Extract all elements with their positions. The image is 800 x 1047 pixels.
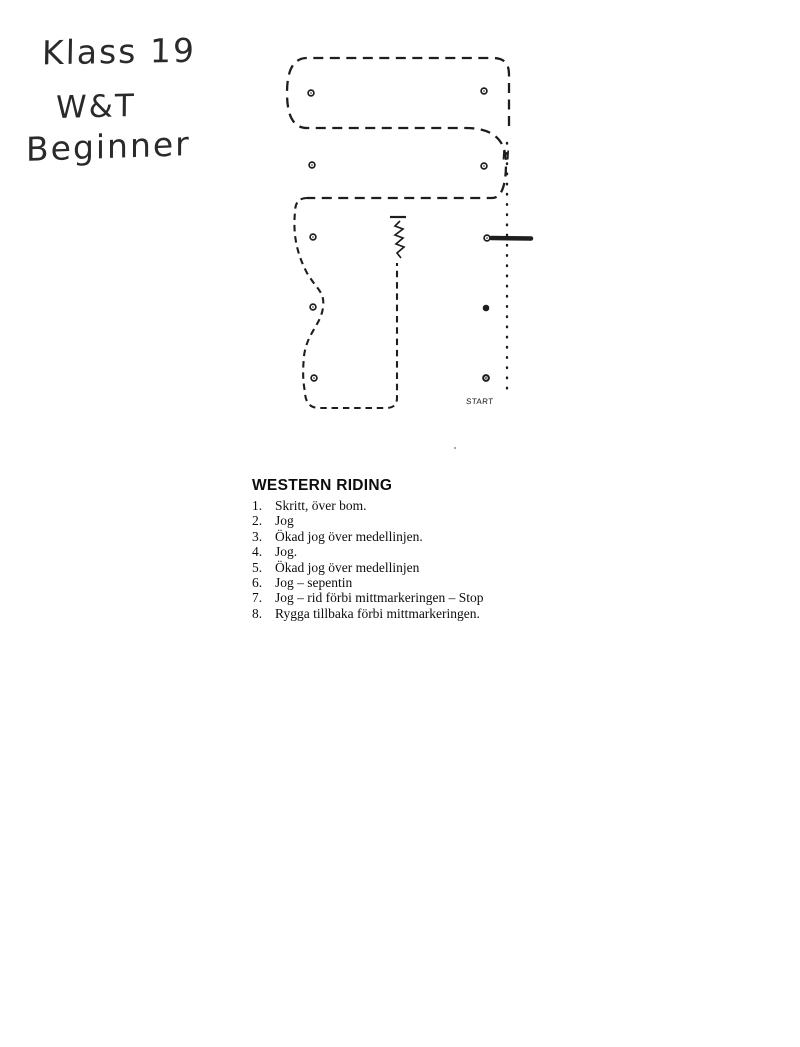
- marker-cone: [310, 234, 316, 240]
- marker-cone-filled: [483, 305, 490, 312]
- course-path-upper: [287, 58, 509, 198]
- start-label: START: [465, 397, 494, 406]
- handwritten-level-line: Beginner: [26, 124, 191, 169]
- pattern-step: [252, 498, 552, 513]
- pattern-step: [252, 606, 552, 621]
- scan-speck: [454, 447, 456, 449]
- pattern-list: [252, 498, 552, 621]
- pattern-title: WESTERN RIDING: [252, 477, 393, 494]
- step-text: Jog – rid förbi mittmarkeringen – Stop: [275, 590, 484, 606]
- course-path-serpentine: [294, 198, 397, 408]
- step-text: Jog: [275, 513, 294, 529]
- marker-cone: [484, 235, 490, 241]
- step-text: Skritt, över bom.: [275, 498, 367, 513]
- marker-cone: [481, 163, 487, 169]
- handwritten-class-line: Klass 19: [41, 30, 197, 73]
- marker-cone: [311, 375, 317, 381]
- step-number: 5.: [252, 559, 263, 575]
- step-text: Rygga tillbaka förbi mittmarkeringen.: [275, 605, 480, 621]
- step-number: 3.: [252, 528, 263, 544]
- step-number: 6.: [252, 575, 263, 591]
- pattern-diagram: [260, 30, 550, 430]
- step-number: 8.: [252, 605, 263, 621]
- marker-cone: [308, 90, 314, 96]
- pattern-step: [252, 529, 552, 544]
- step-text: Ökad jog över medellinjen: [275, 559, 420, 575]
- backup-zigzag: [395, 221, 404, 258]
- step-text: Jog.: [275, 544, 298, 560]
- step-number: 4.: [252, 544, 263, 560]
- pattern-step: [252, 544, 552, 559]
- crossing-tick-right: [508, 151, 509, 160]
- step-text: Ökad jog över medellinjen.: [275, 528, 423, 544]
- step-text: Jog – sepentin: [275, 575, 353, 591]
- step-number: 1.: [252, 498, 263, 513]
- step-number: 2.: [252, 513, 263, 529]
- marker-cone: [481, 88, 487, 94]
- pattern-step: [252, 513, 552, 528]
- pattern-description: [252, 477, 552, 621]
- crossing-tick-left: [504, 151, 505, 160]
- pattern-step: [252, 590, 552, 605]
- pole-bar: [492, 238, 532, 239]
- marker-cone: [310, 304, 316, 310]
- marker-cone: [309, 162, 315, 168]
- step-number: 7.: [252, 590, 263, 606]
- pattern-step: [252, 575, 552, 590]
- marker-cone: [483, 375, 489, 381]
- pattern-step: [252, 560, 552, 575]
- course-markers: [308, 88, 490, 381]
- handwritten-gait-line: W&T: [55, 87, 136, 127]
